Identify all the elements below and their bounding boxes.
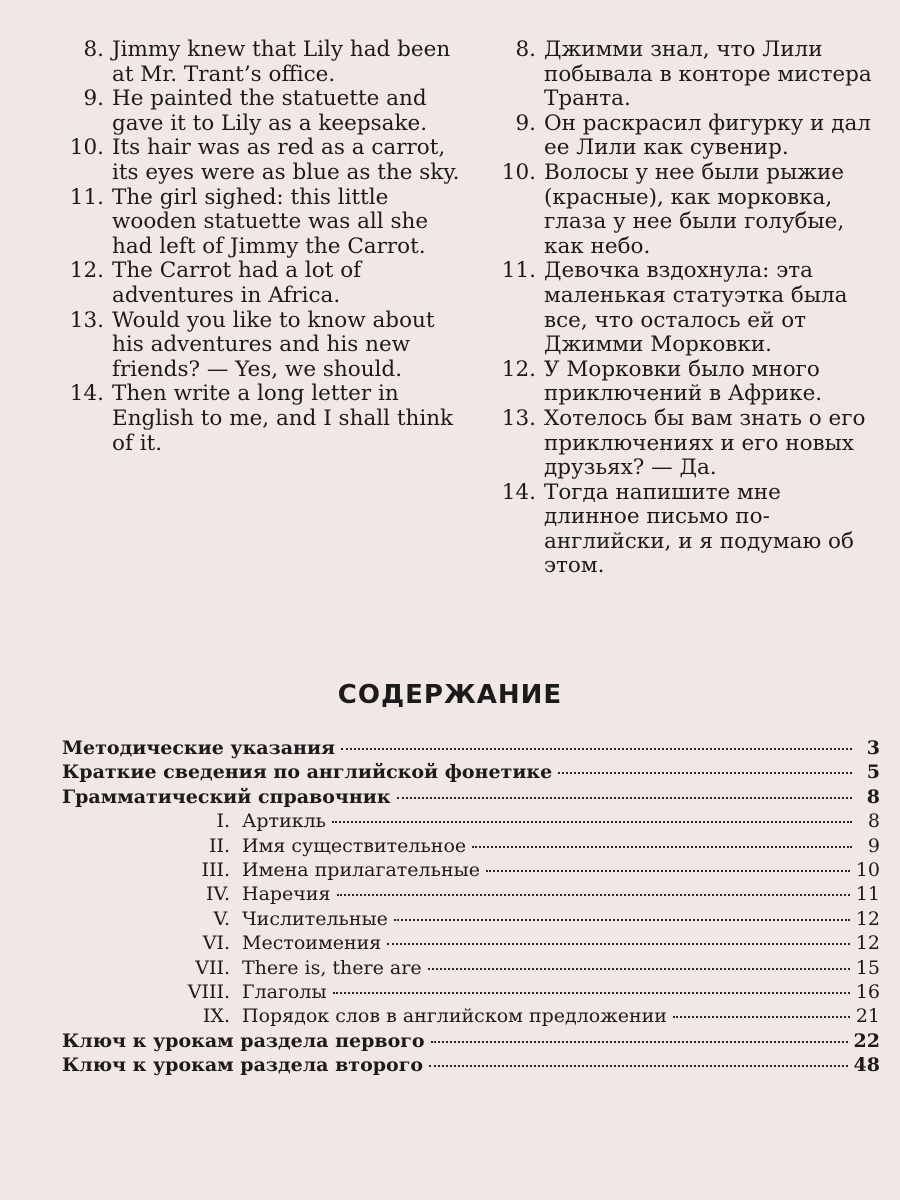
item-number: 12. [69,258,104,284]
toc-page-number: 16 [855,980,880,1003]
item-text: Хотелось бы вам знать о его приключениях и его новых друзьях? — Да. [544,405,866,481]
toc-label: Глаголы [242,980,327,1003]
toc-label: Ключ к урокам раздела первого [62,1029,425,1052]
toc-entry [62,810,880,834]
item-number: 12. [501,356,536,382]
table-of-contents [62,737,880,1078]
item-text: Would you like to know about his adventures and his new friends? — Yes, we should. [112,307,435,382]
item-text: Then write a long letter in English to me, and I shall think of it. [112,381,454,456]
item-number: 9. [515,110,536,136]
item-text: Its hair was as red as a carrot, its eyes were as blue as the sky. [112,135,460,185]
toc-page-number: 5 [866,761,880,784]
toc-leader-dots [429,1065,848,1067]
item-number: 11. [69,184,104,210]
toc-leader-dots [332,821,852,823]
toc-page-number: 8 [867,810,880,833]
item-number: 10. [501,159,536,185]
english-item-8 [62,38,462,87]
toc-leader-dots [428,968,850,970]
english-item-12 [62,259,462,308]
toc-entry [62,1030,880,1054]
toc-leader-dots [337,894,850,896]
toc-page-number: 48 [853,1054,880,1077]
russian-item-13 [494,407,882,481]
russian-item-8 [494,38,882,112]
toc-label: Числительные [242,907,388,930]
russian-item-9 [494,112,882,161]
english-item-14 [62,382,462,456]
toc-page-number: 8 [866,785,880,808]
toc-entry [62,737,880,761]
english-item-13 [62,309,462,383]
toc-roman-numeral: II. [208,834,230,857]
item-text: Девочка вздохнула: эта маленькая статуэтка была все, что осталось ей от Джимми Морковки. [544,258,848,358]
toc-label: Порядок слов в английском предложении [242,1005,667,1028]
toc-roman-numeral: I. [216,810,230,833]
item-number: 14. [69,381,104,407]
toc-leader-dots [558,772,852,774]
toc-page-number: 12 [855,907,880,930]
item-number: 13. [501,405,536,431]
item-text: The Carrot had a lot of adventures in Africa. [112,258,362,308]
toc-page-number: 11 [855,883,880,906]
toc-roman-numeral: VI. [202,932,230,955]
toc-heading: СОДЕРЖАНИЕ [337,680,563,710]
english-item-10 [62,136,462,185]
toc-page-number: 21 [855,1005,880,1028]
toc-roman-numeral: III. [201,858,230,881]
item-text: Он раскрасил фигурку и дал ее Лили как сувенир. [544,110,871,161]
toc-roman-numeral: VII. [195,956,230,979]
toc-entry [62,1005,880,1029]
toc-entry [62,981,880,1005]
toc-roman-numeral: VIII. [187,980,230,1003]
toc-label: Имена прилагательные [242,858,480,881]
item-text: У Морковки было много приключений в Африке. [544,356,823,407]
item-number: 8. [515,37,536,62]
toc-entry [62,908,880,932]
english-item-11 [62,186,462,260]
toc-label: There is, there are [242,956,422,979]
toc-entry [62,786,880,810]
russian-item-14 [494,481,882,579]
item-text: The girl sighed: this little wooden statuette was all she had left of Jimmy the Carrot. [112,184,429,259]
toc-roman-numeral: V. [213,907,230,930]
toc-page-number: 12 [855,932,880,955]
item-number: 9. [83,86,104,112]
toc-label: Имя существительное [242,834,467,857]
item-text: Тогда напишите мне длинное письмо по-английски, и я подумаю об этом. [544,479,854,579]
toc-leader-dots [394,919,850,921]
toc-label: Методические указания [62,737,336,759]
english-item-9 [62,87,462,136]
toc-entry [62,1054,880,1078]
toc-leader-dots [486,870,850,872]
toc-leader-dots [431,1041,848,1043]
toc-label: Краткие сведения по английской фонетике [62,761,553,784]
item-number: 14. [501,479,536,505]
toc-entry [62,859,880,883]
toc-label: Наречия [242,883,331,906]
russian-column [494,38,882,579]
english-column [62,38,462,456]
toc-page-number: 10 [855,858,880,881]
toc-label: Местоимения [242,932,382,955]
toc-label: Артикль [242,810,327,833]
toc-label: Ключ к урокам раздела второго [62,1054,424,1077]
item-number: 13. [69,307,104,333]
item-text: Волосы у нее были рыжие (красные), как морковка, глаза у нее были голубые, как небо. [544,159,845,259]
toc-leader-dots [387,943,850,945]
toc-page-number: 3 [866,737,880,759]
toc-leader-dots [397,797,852,799]
toc-leader-dots [333,992,850,994]
russian-item-11 [494,259,882,357]
toc-leader-dots [472,846,852,848]
toc-label: Грамматический справочник [62,785,391,808]
toc-leader-dots [673,1016,850,1018]
toc-entry [62,883,880,907]
item-text: He painted the statuette and gave it to Lily as a keepsake. [112,86,428,136]
item-text: Джимми знал, что Лили побывала в конторе мистера Транта. [544,37,872,112]
toc-page-number: 15 [855,956,880,979]
toc-entry [62,761,880,785]
toc-page-number: 9 [867,834,880,857]
item-text: Jimmy knew that Lily had been at Mr. Trant’s office. [112,37,451,87]
toc-page-number: 22 [853,1029,880,1052]
russian-item-12 [494,358,882,407]
toc-roman-numeral: IX. [202,1005,230,1028]
item-number: 11. [501,258,536,284]
item-number: 8. [83,37,104,62]
toc-entry [62,957,880,981]
item-number: 10. [69,135,104,161]
toc-entry [62,835,880,859]
toc-roman-numeral: IV. [206,883,230,906]
russian-item-10 [494,161,882,259]
toc-leader-dots [341,748,852,750]
toc-entry [62,932,880,956]
